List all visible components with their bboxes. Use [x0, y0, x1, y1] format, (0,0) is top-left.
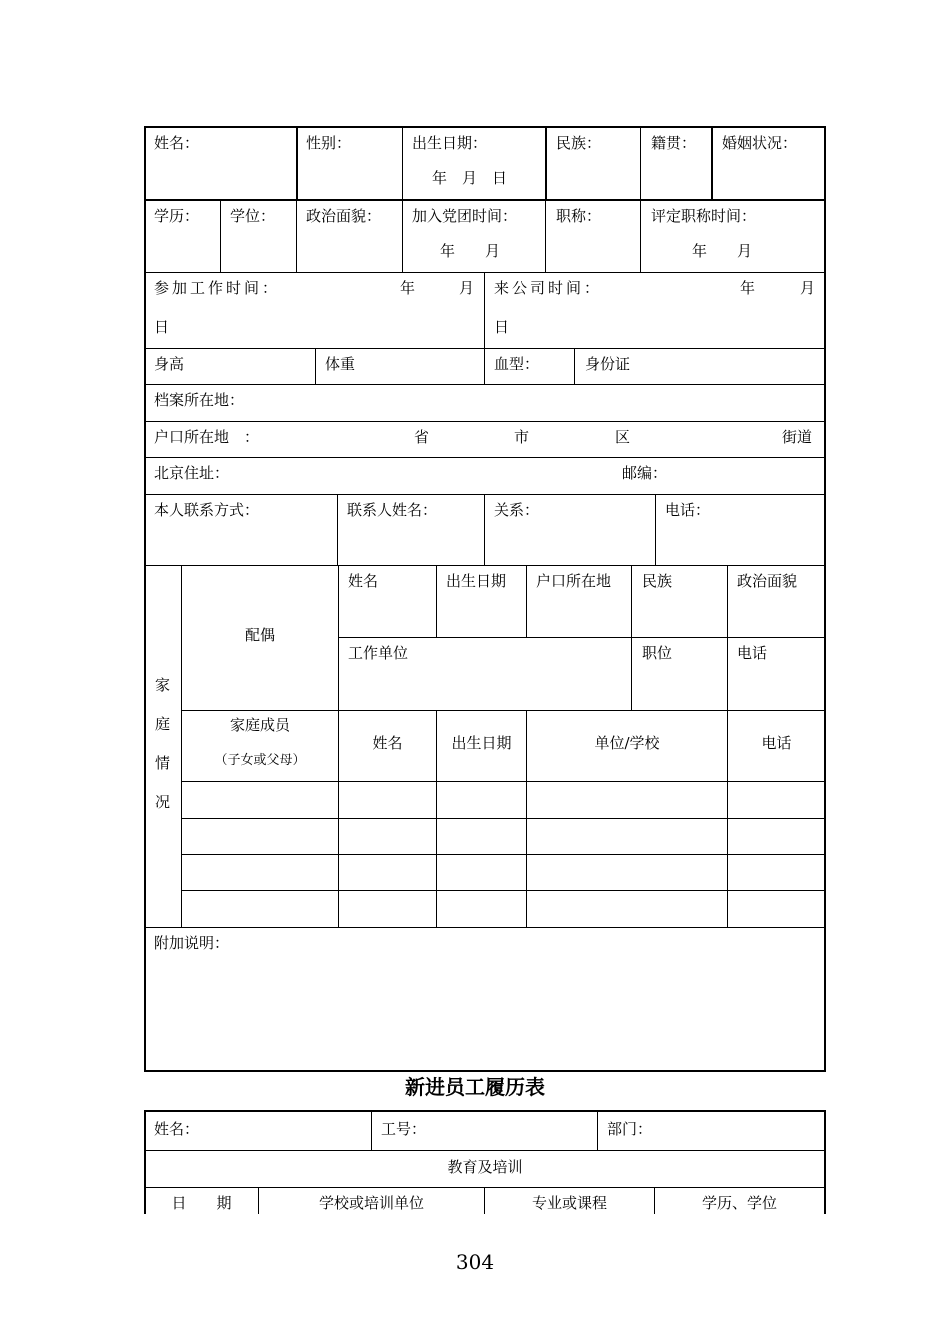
title-eval-ym: 年 月 [692, 242, 753, 260]
height-label: 身高 [154, 355, 185, 373]
company-join-month: 月 [800, 279, 816, 297]
birth-date-label: 出生日期： [412, 134, 488, 152]
ethnicity-label: 民族： [556, 134, 602, 152]
hukou-district: 区 [615, 428, 631, 446]
archive-location-label: 档案所在地： [154, 391, 245, 409]
name-label: 姓名： [154, 134, 200, 152]
spouse-birth-header: 出生日期 [446, 572, 507, 590]
political-status-label: 政治面貌： [306, 207, 382, 225]
spouse-employer-header: 工作单位 [348, 644, 409, 662]
spouse-politics-header: 政治面貌 [737, 572, 798, 590]
marital-status-label: 婚姻状况： [722, 134, 798, 152]
col-degree-header: 学历、学位 [701, 1194, 777, 1212]
spouse-name-header: 姓名 [348, 572, 379, 590]
hukou-city: 市 [514, 428, 530, 446]
col-school-header: 学校或培训单位 [318, 1194, 424, 1212]
degree-label: 学位： [230, 207, 276, 225]
education-label: 学历： [154, 207, 200, 225]
work-start-month: 月 [459, 279, 475, 297]
blood-type-label: 血型： [494, 355, 540, 373]
native-place-label: 籍贯： [651, 134, 697, 152]
postcode-label: 邮编： [622, 464, 668, 482]
education-training-header: 教育及培训 [447, 1158, 523, 1176]
work-start-day: 日 [154, 318, 170, 336]
form-border-left [144, 126, 146, 1072]
spouse-label: 配偶 [244, 626, 275, 644]
resume-department-label: 部门： [607, 1120, 653, 1138]
remarks-label: 附加说明： [154, 934, 230, 952]
family-label-char-3: 情 [155, 754, 171, 772]
contact-phone-label: 电话： [665, 501, 711, 519]
family-label-char-4: 况 [155, 793, 171, 811]
weight-label: 体重 [325, 355, 356, 373]
family-member-note: （子女或父母） [214, 753, 306, 768]
form-border-right [824, 126, 826, 1072]
spouse-hukou-header: 户口所在地 [536, 572, 612, 590]
title-eval-date-label: 评定职称时间： [651, 207, 757, 225]
member-birth-header: 出生日期 [451, 734, 512, 752]
family-member-header: 家庭成员 [229, 716, 290, 734]
party-join-date-label: 加入党团时间： [412, 207, 518, 225]
hukou-label: 户口所在地 ： [154, 428, 260, 446]
birth-date-ymd: 年 月 日 [432, 169, 508, 187]
member-phone-header: 电话 [761, 734, 792, 752]
self-contact-label: 本人联系方式： [154, 501, 260, 519]
hukou-province: 省 [414, 428, 430, 446]
resume-employee-no-label: 工号： [381, 1120, 427, 1138]
gender-label: 性别： [306, 134, 352, 152]
family-label-char-1: 家 [155, 676, 171, 694]
id-card-label: 身份证 [585, 355, 631, 373]
form-border-top [144, 126, 826, 128]
col-date-header: 日 期 [171, 1194, 232, 1212]
resume-form-title: 新进员工履历表 [405, 1075, 545, 1099]
company-join-label: 来公司时间： [494, 279, 603, 297]
company-join-day: 日 [494, 318, 510, 336]
col-major-header: 专业或课程 [531, 1194, 607, 1212]
job-title-label: 职称： [556, 207, 602, 225]
spouse-ethnicity-header: 民族 [642, 572, 673, 590]
party-join-ym: 年 月 [440, 242, 501, 260]
resume-name-label: 姓名： [154, 1120, 200, 1138]
work-start-label: 参加工作时间： [154, 279, 281, 297]
member-unit-header: 单位/学校 [594, 734, 660, 752]
member-name-header: 姓名 [372, 734, 403, 752]
relation-label: 关系： [494, 501, 540, 519]
beijing-address-label: 北京住址： [154, 464, 230, 482]
page-number: 304 [455, 1250, 495, 1274]
contact-name-label: 联系人姓名： [347, 501, 438, 519]
family-label-char-2: 庭 [155, 715, 171, 733]
hukou-street: 街道 [782, 428, 813, 446]
company-join-year: 年 [740, 279, 756, 297]
form-border-bottom [144, 1070, 826, 1072]
work-start-year: 年 [400, 279, 416, 297]
spouse-position-header: 职位 [642, 644, 673, 662]
spouse-phone-header: 电话 [737, 644, 768, 662]
